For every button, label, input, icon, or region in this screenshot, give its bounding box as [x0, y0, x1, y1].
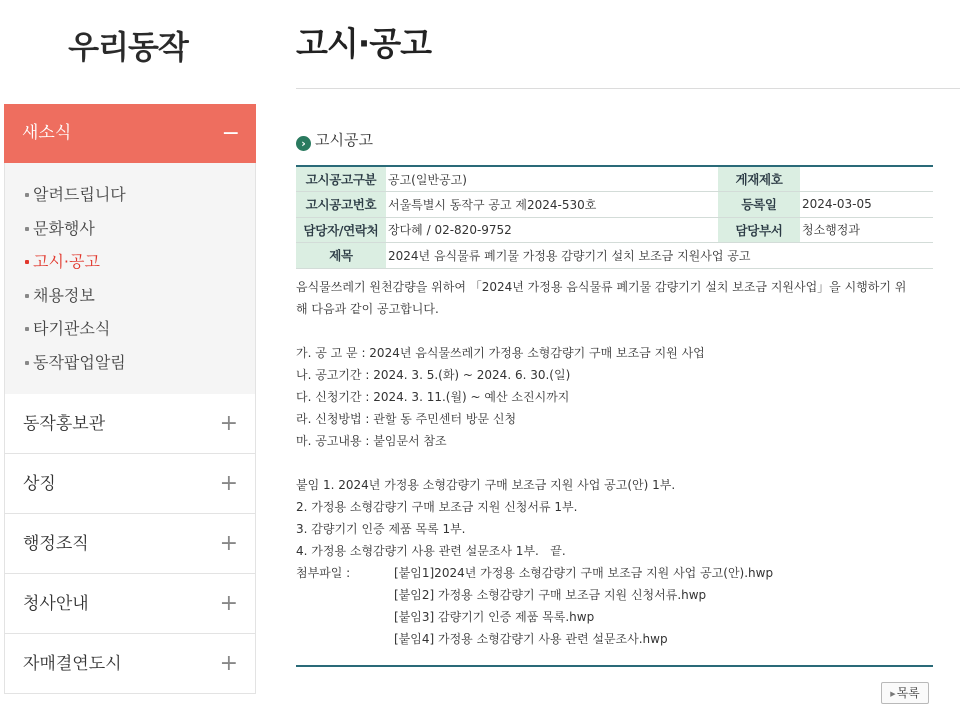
- subject-value: 2024년 음식물류 폐기물 가정용 감량기기 설치 보조금 지원사업 공고: [386, 243, 933, 269]
- sidebar-item-label: 자매결연도시: [23, 653, 122, 674]
- department-value: 청소행정과: [800, 217, 933, 243]
- sidebar-item-office-guide[interactable]: [4, 574, 256, 634]
- expand-icon[interactable]: +: [219, 530, 238, 556]
- bullet-icon: [25, 260, 29, 264]
- sidebar-item-sister-cities[interactable]: [4, 634, 256, 694]
- enclosure-line: 3. 감량기기 인증 제품 목록 1부.: [296, 522, 466, 536]
- list-button-label: 목록: [896, 686, 920, 700]
- sidebar-item-label: 동작홍보관: [23, 413, 106, 434]
- expand-icon[interactable]: +: [219, 650, 238, 676]
- submenu-label: 알려드립니다: [33, 185, 126, 204]
- table-header-cell: 게재제호: [718, 166, 800, 192]
- notice-info-table: [296, 165, 933, 269]
- sidebar-item-symbols[interactable]: [4, 454, 256, 514]
- notice-number-value: 서울특별시 동작구 공고 제2024-530호: [386, 192, 718, 218]
- bullet-icon: [25, 327, 29, 331]
- section-heading: [296, 129, 373, 151]
- body-line: 나. 공고기간 : 2024. 3. 5.(화) ~ 2024. 6. 30.(일): [296, 368, 571, 382]
- table-header-cell: 담당자/연락처: [296, 217, 386, 243]
- enclosure-line: 4. 가정용 소형감량기 사용 관련 설문조사 1부. 끝.: [296, 544, 566, 558]
- submenu-item-notices[interactable]: [5, 178, 255, 212]
- enclosure-line: 붙임 1. 2024년 가정용 소형감량기 구매 보조금 지원 사업 공고(안) 1부.: [296, 478, 676, 492]
- site-title[interactable]: 우리동작: [68, 28, 188, 66]
- table-header-cell: 고시공고구분: [296, 166, 386, 192]
- section-title: 고시공고: [315, 131, 373, 149]
- sidebar-item-news[interactable]: [4, 104, 256, 163]
- expand-icon[interactable]: +: [219, 410, 238, 436]
- enclosure-line: 2. 가정용 소형감량기 구매 보조금 지원 신청서류 1부.: [296, 500, 578, 514]
- bullet-icon: [25, 227, 29, 231]
- table-row: [296, 192, 933, 218]
- body-line: 라. 신청방법 : 관할 동 주민센터 방문 신청: [296, 412, 517, 426]
- sidebar-item-label: 상징: [23, 473, 56, 494]
- submenu-label: 타기관소식: [33, 319, 111, 339]
- divider: [296, 665, 933, 667]
- attachments: [296, 562, 936, 650]
- post-number-value: [800, 166, 933, 192]
- body-line: 가. 공 고 문 : 2024년 음식물쓰레기 가정용 소형감량기 구매 보조금 지원 사업: [296, 346, 705, 360]
- sidebar-item-organization[interactable]: [4, 514, 256, 574]
- submenu-label: 동작팝업알림: [33, 352, 126, 372]
- table-row: [296, 166, 933, 192]
- attachment-link[interactable]: [붙임2] 가정용 소형감량기 구매 보조금 지원 신청서류.hwp: [394, 588, 707, 602]
- registration-date-value: 2024-03-05: [800, 192, 933, 218]
- notice-body: [296, 276, 936, 650]
- attachments-label: 첨부파일 :: [296, 566, 351, 580]
- table-row: [296, 217, 933, 243]
- expand-icon[interactable]: +: [219, 470, 238, 496]
- contact-value: 장다혜 / 02-820-9752: [386, 217, 718, 243]
- attachment-link[interactable]: [붙임1]2024년 가정용 소형감량기 구매 보조금 지원 사업 공고(안).hwp: [394, 566, 774, 580]
- notice-type-value: 공고(일반공고): [386, 166, 718, 192]
- bullet-icon: [25, 294, 29, 298]
- submenu-item-other-agencies[interactable]: [5, 312, 255, 346]
- bullet-icon: [25, 361, 29, 365]
- sidebar-item-label: 새소식: [22, 123, 72, 143]
- collapse-icon[interactable]: −: [221, 121, 240, 146]
- arrow-right-icon: ▶: [890, 690, 896, 698]
- table-header-cell: 등록일: [718, 192, 800, 218]
- body-line: 마. 공고내용 : 붙임문서 참조: [296, 434, 447, 448]
- table-header-cell: 제목: [296, 243, 386, 269]
- submenu-label: 문화행사: [33, 218, 95, 238]
- submenu-label: 채용정보: [33, 285, 95, 305]
- attachment-link[interactable]: [붙임3] 감량기기 인증 제품 목록.hwp: [394, 610, 595, 624]
- divider: [296, 88, 960, 89]
- intro-paragraph: 음식물쓰레기 원천감량을 위하여 「2024년 가정용 음식물류 폐기물 감량기기 설치 보조금 지원사업」을 시행하기 위해 다음과 같이 공고합니다.: [296, 280, 907, 316]
- attachment-list: [394, 562, 773, 650]
- submenu-item-jobs[interactable]: [5, 279, 255, 313]
- body-line: 다. 신청기간 : 2024. 3. 11.(월) ~ 예산 소진시까지: [296, 390, 570, 404]
- sidebar-item-label: 청사안내: [23, 593, 89, 614]
- sidebar-item-label: 행정조직: [23, 533, 89, 554]
- sidebar-item-promotion-hall[interactable]: [4, 394, 256, 454]
- blank-line: [296, 320, 936, 342]
- submenu-item-public-notices[interactable]: [5, 245, 255, 279]
- submenu: [4, 163, 256, 394]
- expand-icon[interactable]: +: [219, 590, 238, 616]
- sidebar-menu: [4, 104, 256, 694]
- submenu-item-culture-events[interactable]: [5, 212, 255, 246]
- list-button[interactable]: [881, 682, 929, 704]
- table-header-cell: 담당부서: [718, 217, 800, 243]
- table-header-cell: 고시공고번호: [296, 192, 386, 218]
- attachment-link[interactable]: [붙임4] 가정용 소형감량기 사용 관련 설문조사.hwp: [394, 632, 668, 646]
- sidebar: [0, 0, 256, 710]
- submenu-item-popup-alerts[interactable]: [5, 346, 255, 380]
- bullet-icon: [25, 193, 29, 197]
- page-title: 고시·공고: [296, 24, 432, 63]
- table-row: [296, 243, 933, 269]
- submenu-label: 고시·공고: [33, 252, 100, 272]
- chevron-circle-icon: ›: [296, 136, 311, 151]
- blank-line: [296, 452, 936, 474]
